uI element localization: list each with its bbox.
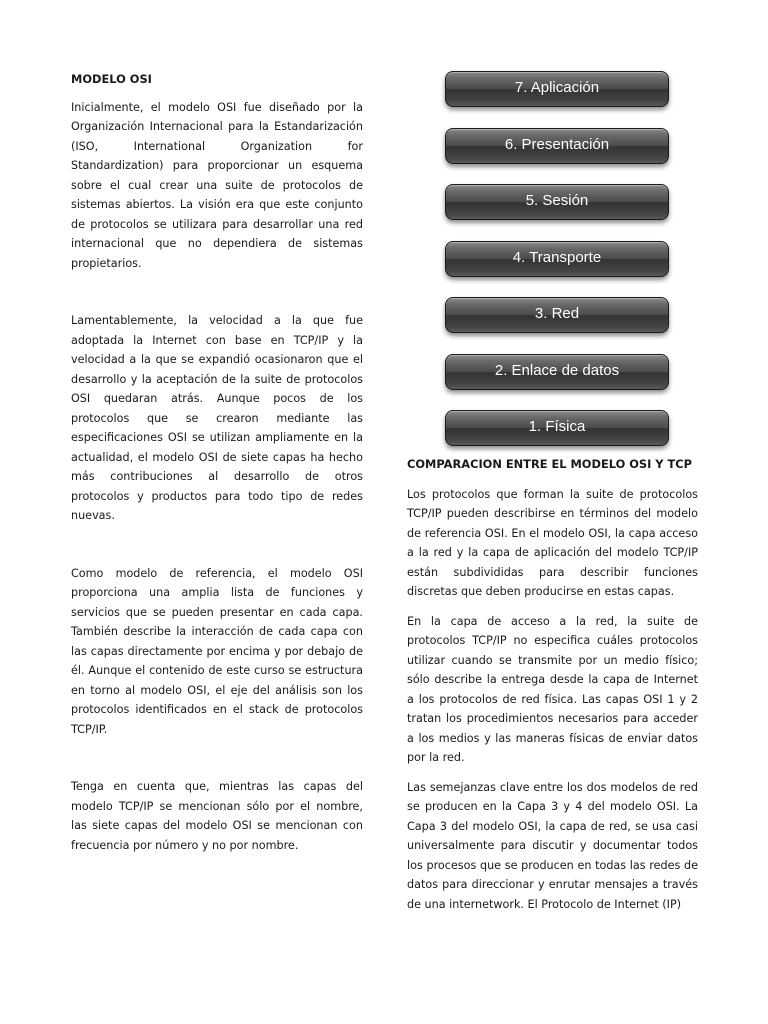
- left-column: [71, 70, 363, 855]
- paragraph-tcp-osi-terms: Los protocolos que forman la suite de protocolos TCP/IP pueden describirse en términos del modelo de referencia OSI. En el modelo OSI, la capa acceso a la red y la capa de aplicación del modelo TCP/IP están subdivididas para describir funciones discretas que deben producirse en estas capas.: [407, 487, 698, 598]
- osi-layer-3-button[interactable]: 3. Red: [445, 297, 669, 333]
- section-heading-comparacion: COMPARACION ENTRE EL MODELO OSI Y TCP: [407, 457, 693, 471]
- paragraph-similarities: Las semejanzas clave entre los dos modelos de red se producen en la Capa 3 y 4 del modelo OSI. La Capa 3 del modelo OSI, la capa de red, se usa casi universalmente para discutir y documentar todos los procesos que se producen en todas las redes de datos para direccionar y enrutar mensajes a través de una internetwork. El Protocolo de Internet (IP): [407, 780, 698, 911]
- osi-layer-1-button[interactable]: 1. Física: [445, 410, 669, 446]
- section-heading-modelo-osi: MODELO OSI: [71, 72, 152, 86]
- paragraph-osi-origin: Inicialmente, el modelo OSI fue diseñado por la Organización Internacional para la Estandarización (ISO, International Organization for Standardization) para proporcionar un esquema sobre el cual crear una suite de protocolos de sistemas abiertos. La visión era que este conjunto de protocolos se utilizara para desarrollar una red internacional que no dependiera de sistemas propietarios.: [71, 100, 363, 270]
- osi-layer-4-button[interactable]: 4. Transporte: [445, 241, 669, 277]
- paragraph-layer-naming: Tenga en cuenta que, mientras las capas del modelo TCP/IP se mencionan sólo por el nombre, las siete capas del modelo OSI se mencionan con frecuencia por número y no por nombre.: [71, 780, 363, 852]
- right-column: [407, 455, 698, 914]
- paragraph-reference-model: Como modelo de referencia, el modelo OSI proporciona una amplia lista de funciones y servicios que se pueden presentar en cada capa. También describe la interacción de cada capa con las capas directamente por encima y por debajo de él. Aunque el contenido de este curso se estructura en torno al modelo OSI, el eje del análisis son los protocolos identificados en el stack de protocolos TCP/IP.: [71, 566, 363, 736]
- osi-layer-2-button[interactable]: 2. Enlace de datos: [445, 354, 669, 390]
- osi-layer-7-button[interactable]: 7. Aplicación: [445, 71, 669, 107]
- paragraph-osi-adoption: Lamentablemente, la velocidad a la que fue adoptada la Internet con base en TCP/IP y la velocidad a la que se expandió ocasionaron que el desarrollo y la aceptación de la suite de protocolos OSI quedaran atrás. Aunque pocos de los protocolos que se crearon mediante las especificaciones OSI se utilizan ampliamente en la actualidad, el modelo OSI de siete capas ha hecho más contribuciones al desarrollo de otros protocolos y productos para todo tipo de redes nuevas.: [71, 314, 363, 522]
- paragraph-network-access: En la capa de acceso a la red, la suite de protocolos TCP/IP no especifica cuáles protocolos utilizar cuando se transmite por un medio físico; sólo describe la entrega desde la capa de Internet a los protocolos de red física. Las capas OSI 1 y 2 tratan los procedimientos necesarios para acceder a los medios y las maneras físicas de enviar datos por la red.: [407, 614, 698, 764]
- osi-layer-5-button[interactable]: 5. Sesión: [445, 184, 669, 220]
- osi-layer-stack: [445, 71, 669, 467]
- osi-layer-6-button[interactable]: 6. Presentación: [445, 128, 669, 164]
